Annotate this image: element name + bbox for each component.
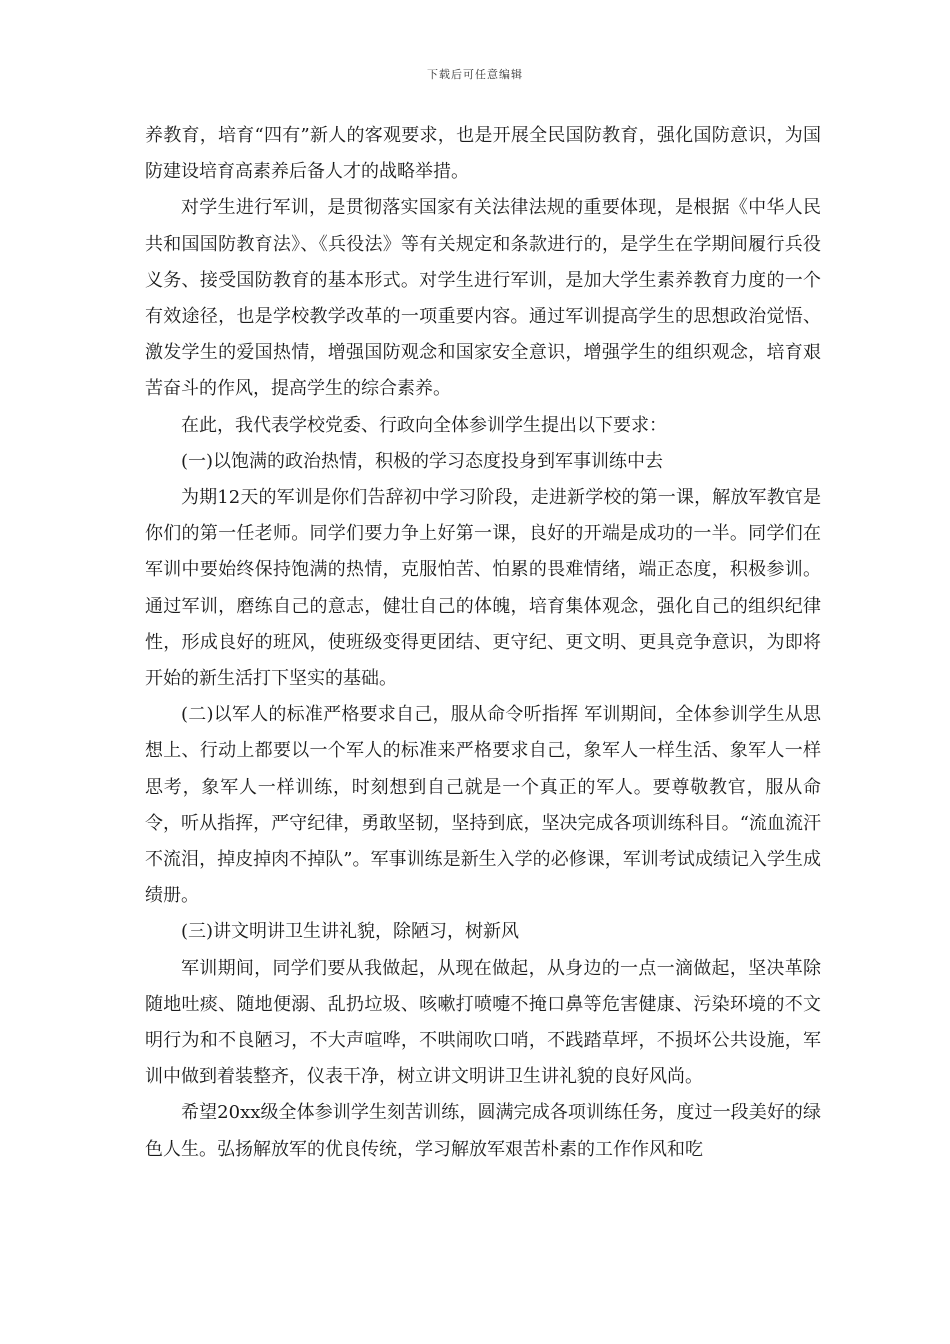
paragraph: 为期12天的军训是你们告辞初中学习阶段，走进新学校的第一课，解放军教官是你们的第一任老师。同学们要力争上好第一课，良好的开端是成功的一半。同学们在军训中要始终保持饱满的热情，克服怕苦、怕累的畏难情绪，端正态度，积极参训。通过军训，磨练自己的意志，健壮自己的体魄，培育集体观念，强化自己的组织纪律性，形成良好的班风，使班级变得更团结、更守纪、更文明、更具竞争意识，为即将开始的新生活打下坚实的基础。 (145, 487, 821, 690)
paragraph: 军训期间，同学们要从我做起，从现在做起，从身边的一点一滴做起，坚决革除随地吐痰、随地便溺、乱扔垃圾、咳嗽打喷嚏不掩口鼻等危害健康、污染环境的不文明行为和不良陋习，不大声喧哗，不哄闹吹口哨，不践踏草坪，不损坏公共设施，军训中做到着装整齐，仪表干净，树立讲文明讲卫生讲礼貌的良好风尚。 (145, 957, 821, 1088)
paragraph: (二)以军人的标准严格要求自己，服从命令听指挥 军训期间，全体参训学生从思想上、行动上都要以一个军人的标准来严格要求自己，象军人一样生活、象军人一样思考，象军人一样训练，时刻想到自己就是一个真正的军人。要尊敬教官，服从命令，听从指挥，严守纪律，勇敢坚韧，坚持到底，坚决完成各项训练科目。“流血流汗不流泪，掉皮掉肉不掉队”。军事训练是新生入学的必修课，军训考试成绩记入学生成绩册。 (145, 704, 821, 907)
page-header: 下载后可任意编辑 (427, 68, 523, 81)
section-heading: (三)讲文明讲卫生讲礼貌，除陋习，树新风 (181, 921, 520, 943)
paragraph: 希望20xx级全体参训学生刻苦训练，圆满完成各项训练任务，度过一段美好的绿色人生。弘扬解放军的优良传统，学习解放军艰苦朴素的工作作风和吃 (145, 1102, 821, 1160)
document-body (145, 118, 821, 1168)
paragraph: 养教育，培育“四有”新人的客观要求，也是开展全民国防教育，强化国防意识，为国防建设培育高素养后备人才的战略举措。 (145, 125, 821, 183)
paragraph: 在此，我代表学校党委、行政向全体参训学生提出以下要求： (181, 414, 667, 436)
section-heading: (一)以饱满的政治热情，积极的学习态度投身到军事训练中去 (181, 450, 664, 472)
paragraph: 对学生进行军训，是贯彻落实国家有关法律法规的重要体现，是根据《中华人民共和国国防教育法》、《兵役法》等有关规定和条款进行的，是学生在学期间履行兵役义务、接受国防教育的基本形式。对学生进行军训，是加大学生素养教育力度的一个有效途径，也是学校教学改革的一项重要内容。通过军训提高学生的思想政治觉悟、激发学生的爱国热情，增强国防观念和国家安全意识，增强学生的组织观念，培育艰苦奋斗的作风，提高学生的综合素养。 (145, 197, 821, 400)
